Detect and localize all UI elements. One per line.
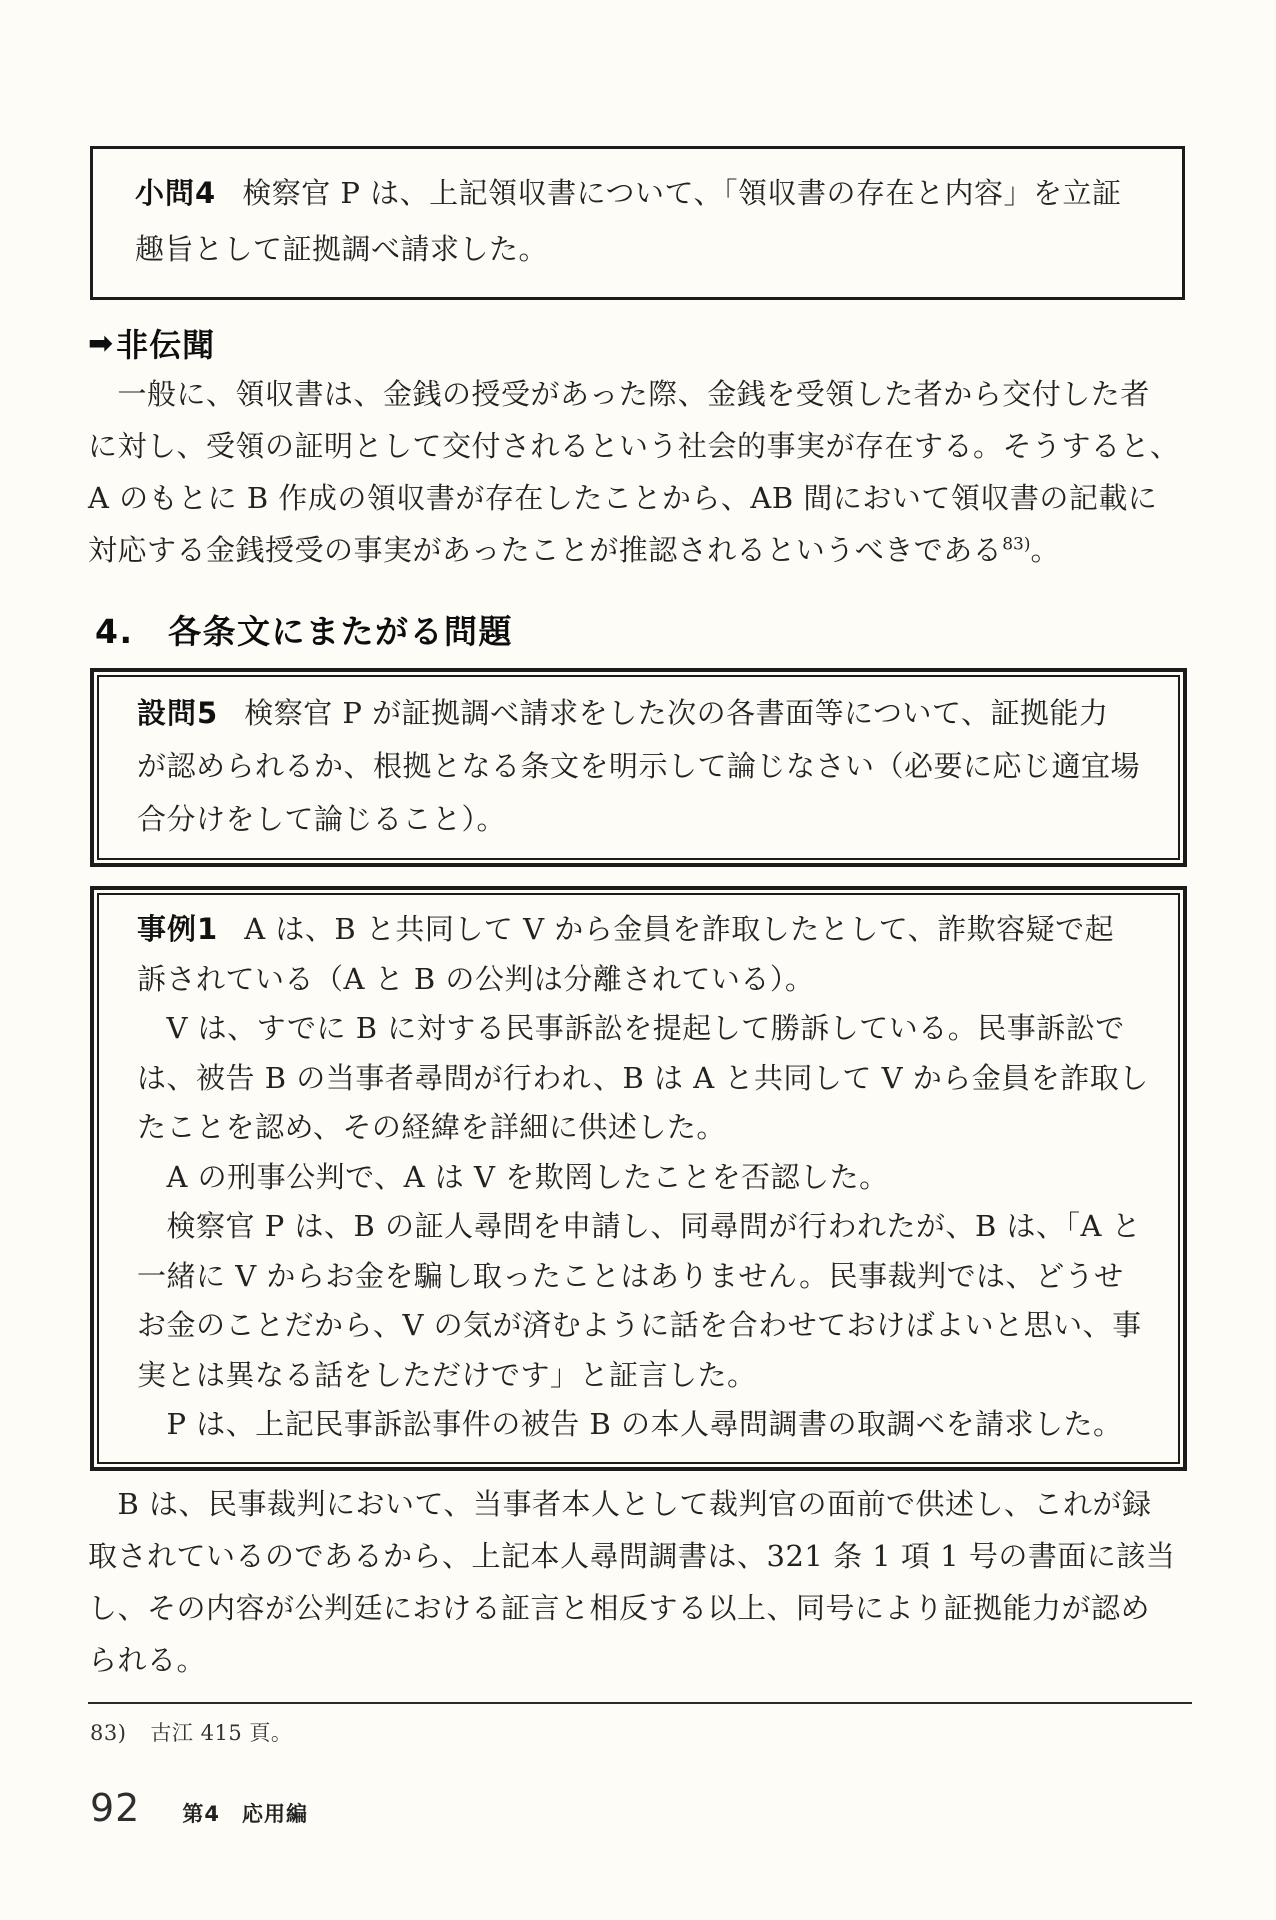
paragraph-line: られる。 [88, 1643, 207, 1677]
komon4-line-1 [135, 165, 1154, 221]
footer-section-label: 第4 応用編 [182, 1802, 308, 1826]
jirei1-line-4: は、被告 B の当事者尋問が行われ、B は A と共同して V から金員を詐取し [137, 1060, 1149, 1095]
jirei1-line-7: 検察官 P は、B の証人尋問を申請し、同尋問が行われたが、B は、「A と [137, 1209, 1142, 1243]
paragraph-line-with-footnote [88, 524, 1194, 576]
komon4-line-2: 趣旨として証拠調べ請求した。 [135, 232, 549, 266]
jirei1-box [90, 886, 1187, 1471]
paragraph-line: 一般に、領収書は、金銭の授受があった際、金銭を受領した者から交付した者 [88, 377, 1150, 411]
paragraph-line: B は、民事裁判において、当事者本人として裁判官の面前で供述し、これが録 [88, 1487, 1152, 1521]
jirei1-line-1 [137, 905, 1154, 955]
komon4-box [90, 146, 1185, 300]
jirei1-line-11: P は、上記民事訴訟事件の被告 B の本人尋問調書の取調べを請求した。 [137, 1407, 1123, 1441]
setsumon5-text-1: 検察官 P が証拠調べ請求をした次の各書面等について、証拠能力 [244, 696, 1109, 730]
paragraph-text: 対応する金銭授受の事実があったことが推認されるというべきである [88, 533, 1003, 567]
paragraph-line: A のもとに B 作成の領収書が存在したことから、AB 間において領収書の記載に [88, 481, 1158, 515]
jirei1-line-6: A の刑事公判で、A は V を欺罔したことを否認した。 [137, 1159, 889, 1194]
right-arrow-icon: ➡ [88, 325, 115, 361]
paragraph-line: し、その内容が公判廷における証言と相反する以上、同号により証拠能力が認め [88, 1591, 1151, 1625]
setsumon5-line-2: が認められるか、根拠となる条文を明示して論じなさい（必要に応じ適宜場 [137, 749, 1141, 783]
paragraph-line: に対し、受領の証明として交付されるという社会的事実が存在する。そうすると、 [88, 429, 1180, 463]
jirei1-line-9: お金のことだから、V の気が済むように話を合わせておけばよいと思い、事 [137, 1308, 1142, 1342]
footnote-text: 古江 415 頁。 [150, 1721, 293, 1745]
setsumon5-box [90, 668, 1187, 867]
section-heading: 4. 各条文にまたがる問題 [95, 612, 513, 651]
jirei1-line-2: 訴されている（A と B の公判は分離されている）。 [137, 961, 815, 996]
footnote-divider [88, 1702, 1192, 1704]
page-footer [90, 1786, 308, 1830]
setsumon5-line-1 [137, 687, 1154, 740]
footnote-number: 83) [90, 1721, 127, 1745]
page-number: 92 [90, 1786, 141, 1830]
jirei1-text-1: A は、B と共同して V から金員を詐取したとして、詐欺容疑で起 [244, 912, 1115, 946]
jirei1-line-10: 実とは異なる話をしただけです」と証言した。 [137, 1357, 757, 1392]
paragraph-line: 取されているのであるから、上記本人尋問調書は、321 条 1 項 1 号の書面に該当 [88, 1539, 1176, 1573]
footnote [90, 1716, 292, 1750]
hidenbun-heading [88, 320, 215, 366]
jirei1-line-5: たことを認め、その経緯を詳細に供述した。 [137, 1110, 726, 1144]
setsumon5-line-3: 合分けをして論じること）。 [137, 802, 507, 836]
jirei1-line-8: 一緒に V からお金を騙し取ったことはありません。民事裁判では、どうせ [137, 1258, 1124, 1293]
hidenbun-paragraph [88, 368, 1194, 576]
jirei1-line-3: V は、すでに B に対する民事訴訟を提起して勝訴している。民事訴訟で [137, 1011, 1125, 1045]
answer-paragraph [88, 1478, 1194, 1686]
komon4-text-1: 検察官 P は、上記領収書について、「領収書の存在と内容」を立証 [242, 176, 1122, 210]
footnote-reference: 83) [1002, 534, 1031, 555]
setsumon5-box-inner [97, 675, 1180, 860]
jirei1-box-inner [97, 893, 1180, 1464]
paragraph-text: 。 [1030, 533, 1060, 567]
setsumon5-label: 設問5 [137, 696, 219, 730]
komon4-label: 小問4 [135, 176, 217, 210]
jirei1-label: 事例1 [137, 912, 219, 946]
hidenbun-heading-label: 非伝聞 [116, 326, 216, 364]
